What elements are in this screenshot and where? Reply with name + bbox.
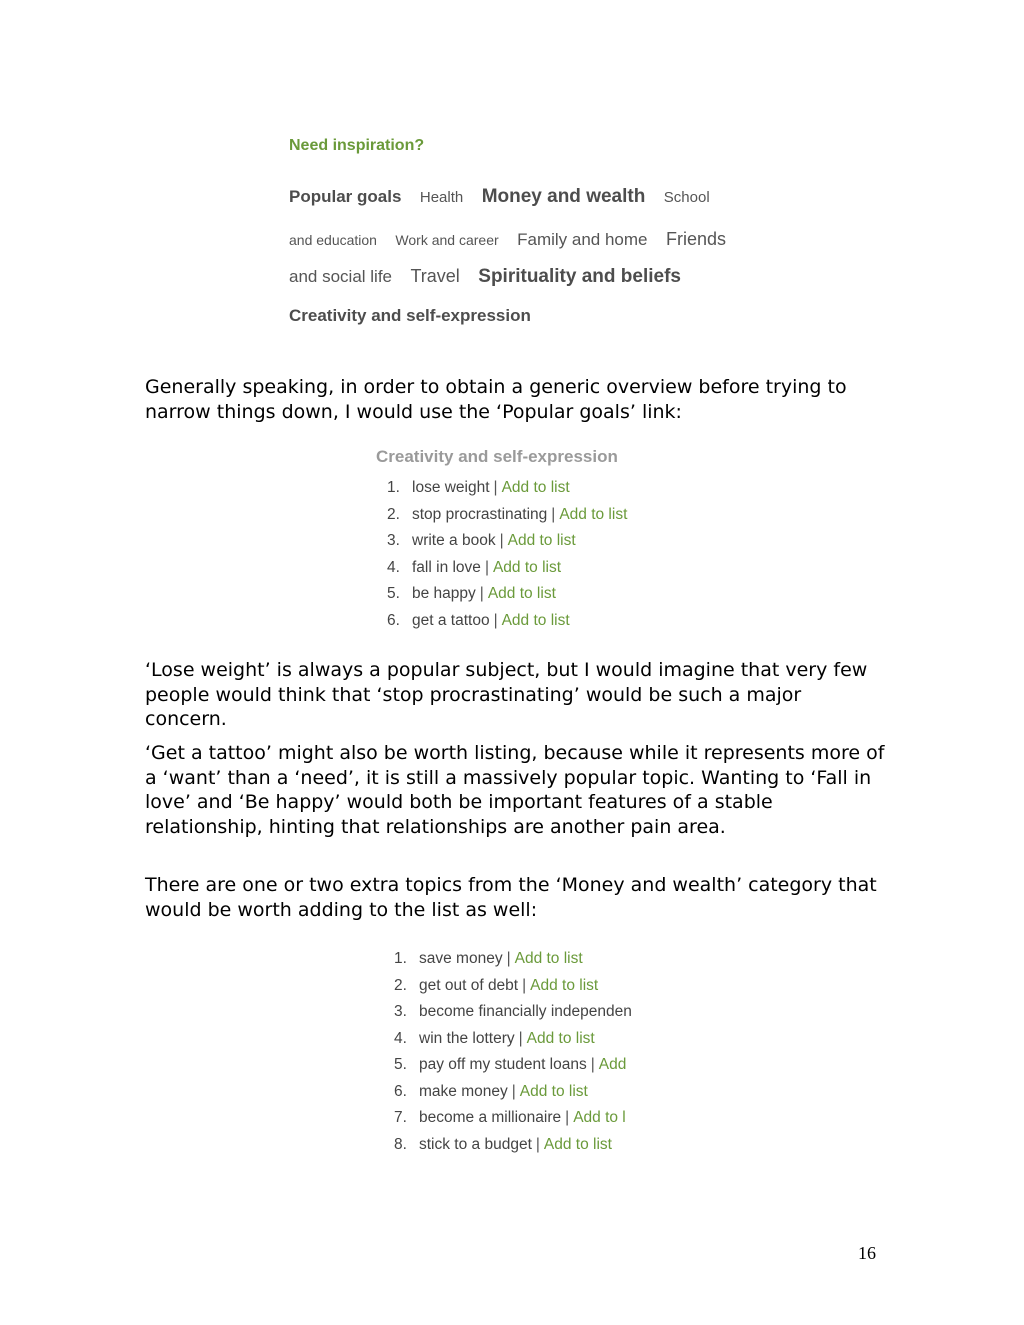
goal-text: be happy xyxy=(412,585,476,602)
list-item xyxy=(394,1081,588,1103)
category-link-work-and-career[interactable]: Work and career xyxy=(395,232,499,248)
paragraph-money-wealth: There are one or two extra topics from the ‘Money and wealth’ category that would be worth adding to the list as well: xyxy=(145,874,877,921)
separator: | xyxy=(590,1056,595,1073)
list-item xyxy=(394,1001,632,1023)
item-number: 1. xyxy=(387,479,400,496)
separator: | xyxy=(522,976,527,994)
add-to-list-link[interactable]: Add to list xyxy=(559,505,628,523)
goal-text: win the lottery xyxy=(419,1029,515,1047)
goal-text: save money xyxy=(419,950,503,967)
category-link-friends[interactable]: Friends xyxy=(665,229,726,249)
category-link-creativity[interactable]: Creativity and self-expression xyxy=(289,306,531,325)
category-link-popular-goals[interactable]: Popular goals xyxy=(289,187,402,206)
item-number: 6. xyxy=(387,611,400,629)
paragraph-lose-weight: ‘Lose weight’ is always a popular subject, but I would imagine that very few people would think that ‘stop procrastinating’ would be such a major concern. xyxy=(145,659,868,730)
category-line-3 xyxy=(289,266,695,288)
list-heading-creativity: Creativity and self-expression xyxy=(376,447,618,466)
add-to-list-link[interactable]: Add to list xyxy=(530,976,599,994)
add-to-list-link[interactable]: Add to list xyxy=(543,1135,612,1153)
list-item xyxy=(387,530,576,552)
list-item xyxy=(394,1107,626,1129)
goal-text: become financially independen xyxy=(419,1003,632,1020)
goal-text: make money xyxy=(419,1082,508,1100)
add-to-list-link[interactable]: Add to list xyxy=(507,532,576,549)
goal-text: become a millionaire xyxy=(419,1109,562,1126)
add-to-list-link[interactable]: Add to list xyxy=(492,558,562,576)
item-number: 7. xyxy=(394,1109,407,1126)
list-item xyxy=(394,1054,626,1076)
add-to-list-link[interactable]: Add to l xyxy=(573,1109,626,1126)
separator: | xyxy=(535,1135,540,1153)
separator: | xyxy=(493,611,498,629)
need-inspiration-title: Need inspiration? xyxy=(289,137,425,154)
goal-text: pay off my student loans xyxy=(419,1056,587,1073)
list-item xyxy=(394,948,583,970)
goal-text: get out of debt xyxy=(419,976,519,994)
list-item xyxy=(394,1028,595,1050)
item-number: 4. xyxy=(394,1029,407,1047)
item-number: 6. xyxy=(394,1082,407,1100)
item-number: 1. xyxy=(394,950,407,967)
separator: | xyxy=(511,1082,516,1100)
separator: | xyxy=(518,1029,523,1047)
separator: | xyxy=(493,479,498,496)
list-item xyxy=(387,583,556,605)
category-link-friends-continued[interactable]: and social life xyxy=(289,267,393,286)
category-line-1 xyxy=(289,186,724,208)
list-item xyxy=(387,610,570,632)
list-item xyxy=(394,1134,612,1156)
goal-text: lose weight xyxy=(412,479,490,496)
goal-text: get a tattoo xyxy=(412,611,490,629)
list-item xyxy=(387,504,627,526)
item-number: 3. xyxy=(394,1003,407,1020)
item-number: 4. xyxy=(387,558,400,576)
add-to-list-link[interactable]: Add to list xyxy=(487,585,556,602)
category-line-4 xyxy=(289,306,545,326)
category-link-money-and-wealth[interactable]: Money and wealth xyxy=(481,186,646,207)
add-to-list-link[interactable]: Add to list xyxy=(526,1029,595,1047)
item-number: 2. xyxy=(394,976,407,994)
category-link-family-and-home[interactable]: Family and home xyxy=(517,230,648,249)
add-to-list-link[interactable]: Add to list xyxy=(514,950,583,967)
separator: | xyxy=(479,585,484,602)
goal-text: fall in love xyxy=(412,558,481,576)
add-to-list-link[interactable]: Add xyxy=(598,1056,627,1073)
category-link-spirituality-and-beliefs[interactable]: Spirituality and beliefs xyxy=(478,266,681,287)
page-number: 16 xyxy=(858,1243,876,1263)
goal-text: stick to a budget xyxy=(419,1135,532,1153)
separator: | xyxy=(565,1109,570,1126)
add-to-list-link[interactable]: Add to list xyxy=(519,1082,588,1100)
list-item xyxy=(387,477,570,499)
item-number: 8. xyxy=(394,1135,407,1153)
paragraph-get-tattoo: ‘Get a tattoo’ might also be worth listing, because while it represents more of a ‘want’ than a ‘need’, it is still a massively popular topic. Wanting to ‘Fall in love’ and ‘Be happy’ would both be important features of a stable relationship, hinting that relationships are another pain area. xyxy=(145,742,885,838)
category-line-2 xyxy=(289,229,740,250)
category-link-school[interactable]: School xyxy=(663,189,710,206)
separator: | xyxy=(551,505,556,523)
item-number: 2. xyxy=(387,505,400,523)
list-item xyxy=(394,975,598,997)
paragraph-popular-goals: Generally speaking, in order to obtain a generic overview before trying to narrow things down, I would use the ‘Popular goals’ link: xyxy=(145,376,847,423)
item-number: 3. xyxy=(387,532,400,549)
separator: | xyxy=(484,558,489,576)
add-to-list-link[interactable]: Add to list xyxy=(501,611,570,629)
list-item xyxy=(387,557,561,579)
goal-text: stop procrastinating xyxy=(412,505,548,523)
category-link-school-continued[interactable]: and education xyxy=(289,232,377,248)
goal-text: write a book xyxy=(412,532,496,549)
add-to-list-link[interactable]: Add to list xyxy=(501,479,570,496)
category-link-travel[interactable]: Travel xyxy=(410,266,460,286)
separator: | xyxy=(499,532,504,549)
item-number: 5. xyxy=(394,1056,407,1073)
category-link-health[interactable]: Health xyxy=(419,189,464,206)
separator: | xyxy=(506,950,511,967)
item-number: 5. xyxy=(387,585,400,602)
